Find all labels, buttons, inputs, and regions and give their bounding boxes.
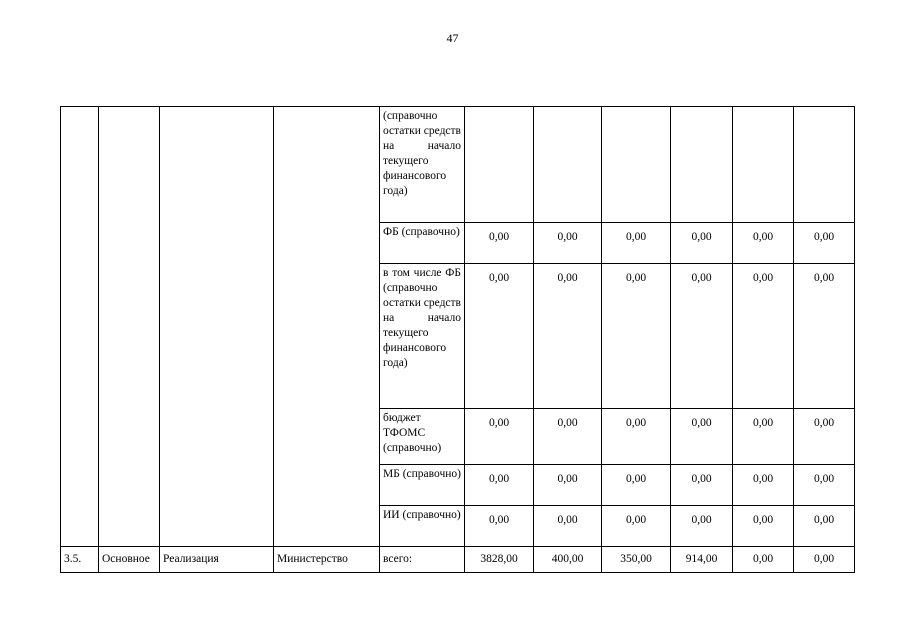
value-cell: 0,00 xyxy=(671,264,733,409)
name-cell xyxy=(160,107,274,547)
value-cell: 400,00 xyxy=(534,547,602,573)
value-cell: 0,00 xyxy=(465,264,534,409)
value-cell xyxy=(794,107,855,223)
value-cell: 0,00 xyxy=(534,465,602,506)
table-row xyxy=(61,547,855,573)
value-cell: 0,00 xyxy=(733,264,794,409)
value-cell: 0,00 xyxy=(671,409,733,465)
type-cell: Основное xyxy=(99,547,160,573)
value-cell: 0,00 xyxy=(534,409,602,465)
value-cell: 0,00 xyxy=(794,506,855,547)
value-cell: 0,00 xyxy=(534,506,602,547)
value-cell: 0,00 xyxy=(794,409,855,465)
value-cell: 0,00 xyxy=(671,465,733,506)
number-cell: 3.5. xyxy=(61,547,99,573)
number-cell xyxy=(61,107,99,547)
funding-source-cell: в том числе ФБ (справочно остатки средств на начало текущего финансового года) xyxy=(380,264,465,409)
value-cell: 0,00 xyxy=(602,223,671,264)
value-cell: 0,00 xyxy=(733,547,794,573)
name-cell: Реализация xyxy=(160,547,274,573)
funding-source-cell: ФБ (справочно) xyxy=(380,223,465,264)
value-cell: 0,00 xyxy=(733,409,794,465)
page-number: 47 xyxy=(446,31,459,45)
funding-source-cell: ИИ (справочно) xyxy=(380,506,465,547)
value-cell: 0,00 xyxy=(794,547,855,573)
executor-cell xyxy=(274,107,380,547)
value-cell xyxy=(602,107,671,223)
value-cell: 0,00 xyxy=(733,223,794,264)
value-cell xyxy=(733,107,794,223)
funding-source-cell: всего: xyxy=(380,547,465,573)
value-cell: 0,00 xyxy=(534,264,602,409)
value-cell: 0,00 xyxy=(794,264,855,409)
value-cell xyxy=(534,107,602,223)
table-row xyxy=(61,107,855,223)
value-cell: 0,00 xyxy=(465,223,534,264)
funding-source-cell: бюджет ТФОМС (справочно) xyxy=(380,409,465,465)
value-cell: 0,00 xyxy=(602,264,671,409)
value-cell: 0,00 xyxy=(602,506,671,547)
executor-cell: Министерство xyxy=(274,547,380,573)
value-cell: 914,00 xyxy=(671,547,733,573)
funding-source-cell: МБ (справочно) xyxy=(380,465,465,506)
value-cell: 0,00 xyxy=(794,465,855,506)
value-cell: 0,00 xyxy=(465,409,534,465)
budget-table xyxy=(60,106,855,573)
value-cell: 0,00 xyxy=(465,465,534,506)
value-cell: 350,00 xyxy=(602,547,671,573)
value-cell: 0,00 xyxy=(794,223,855,264)
value-cell: 0,00 xyxy=(534,223,602,264)
value-cell xyxy=(465,107,534,223)
value-cell: 0,00 xyxy=(671,506,733,547)
funding-source-cell: (справочно остатки средств на начало текущего финансового года) xyxy=(380,107,465,223)
value-cell: 0,00 xyxy=(602,465,671,506)
value-cell: 0,00 xyxy=(465,506,534,547)
value-cell xyxy=(671,107,733,223)
value-cell: 0,00 xyxy=(733,465,794,506)
value-cell: 3828,00 xyxy=(465,547,534,573)
value-cell: 0,00 xyxy=(733,506,794,547)
type-cell xyxy=(99,107,160,547)
value-cell: 0,00 xyxy=(671,223,733,264)
value-cell: 0,00 xyxy=(602,409,671,465)
